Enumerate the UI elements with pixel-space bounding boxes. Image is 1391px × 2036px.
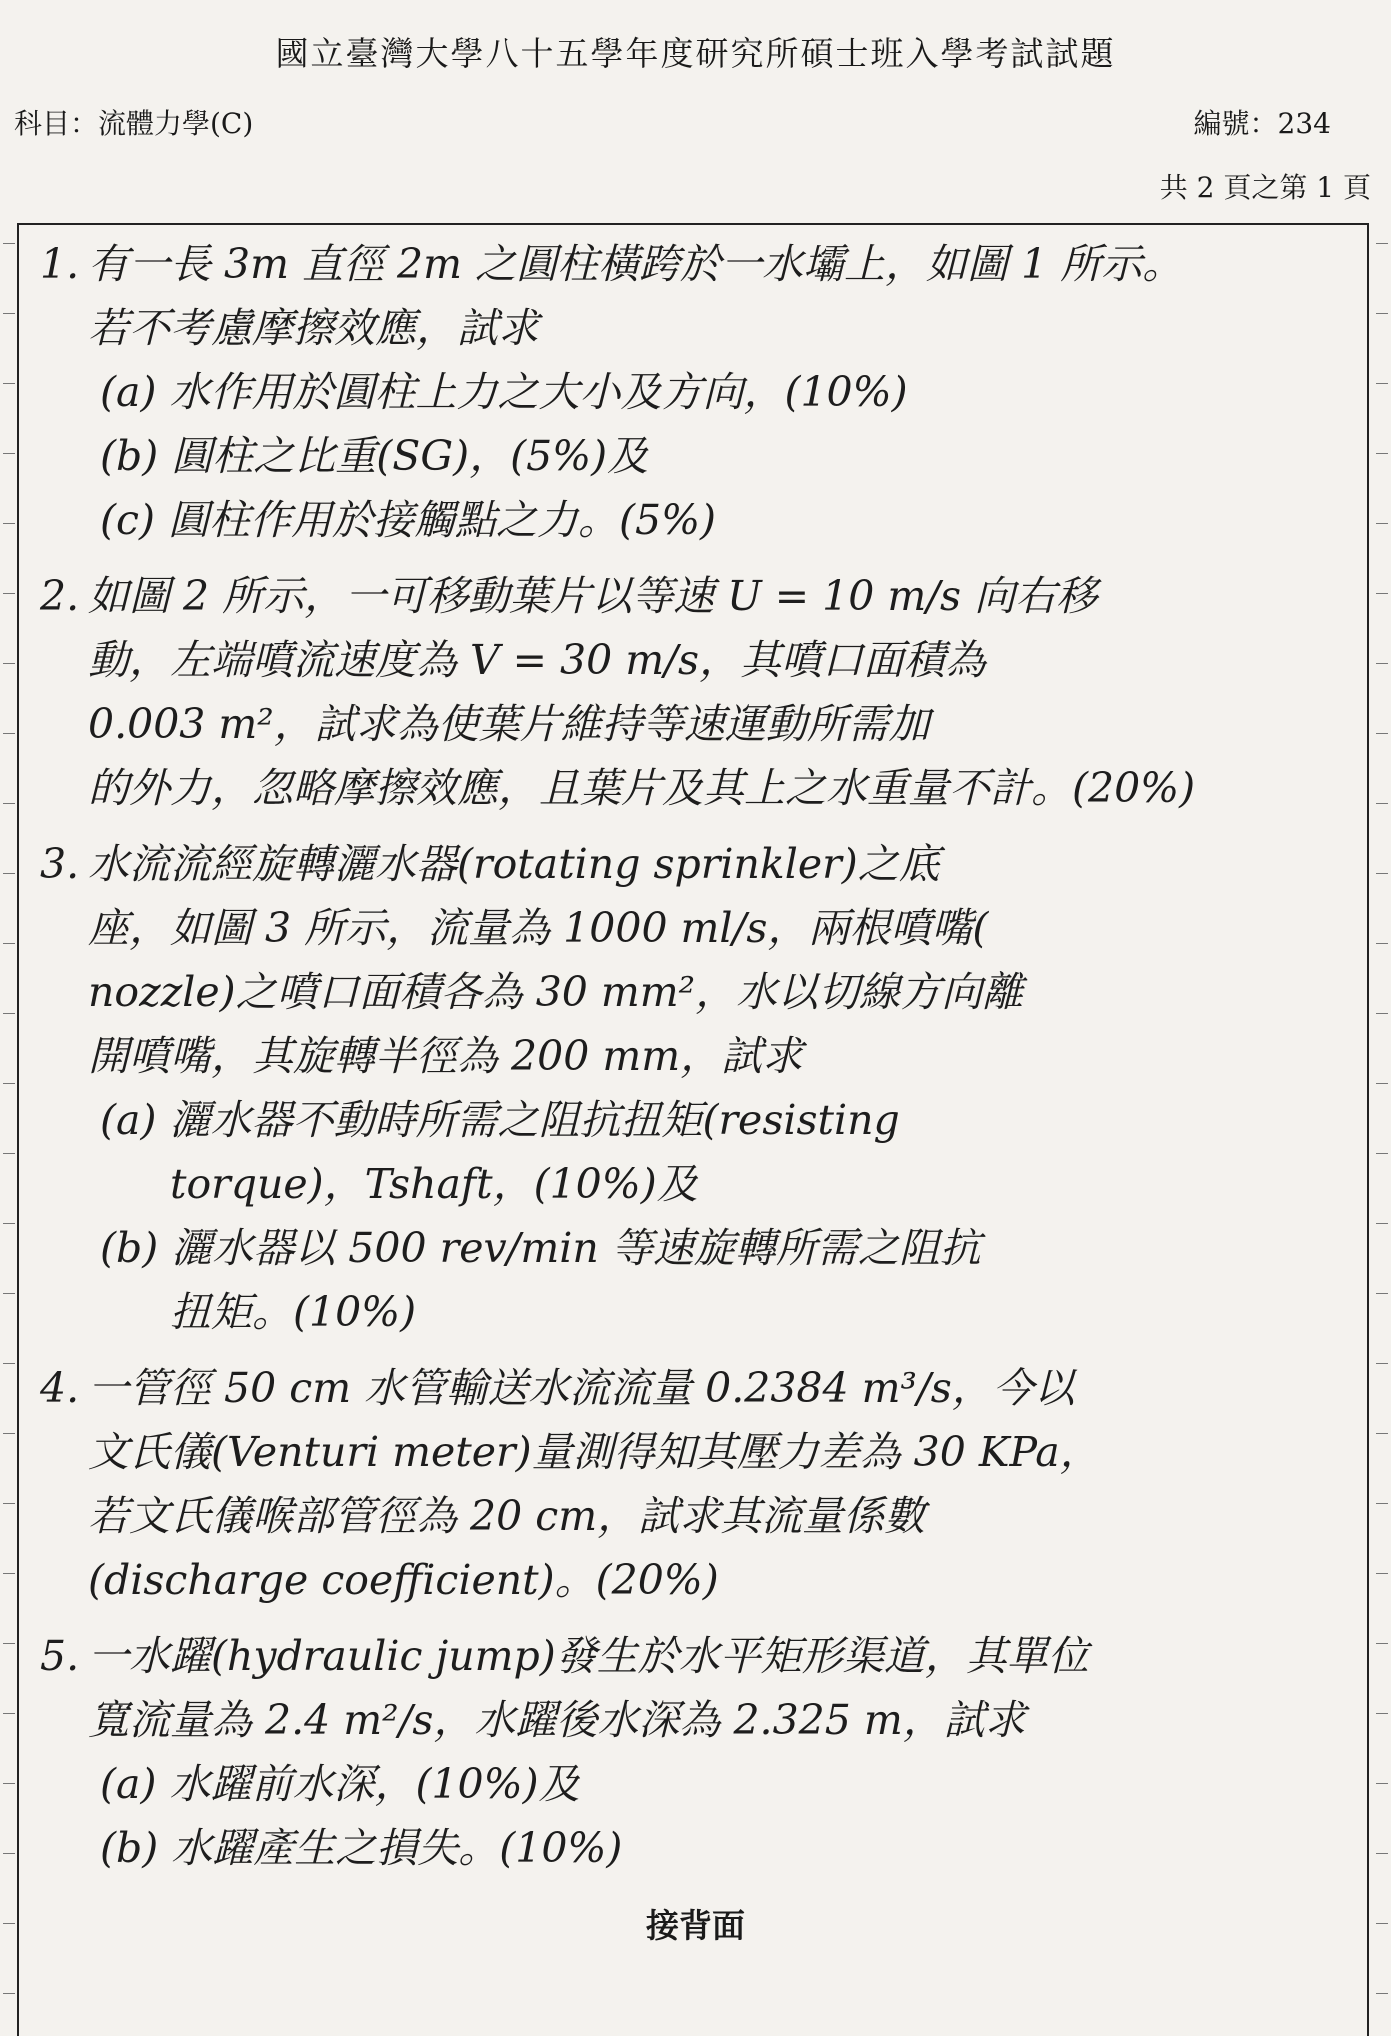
margin-tick xyxy=(1376,1573,1388,1574)
question-text: 開噴嘴，其旋轉半徑為 200 mm，試求 xyxy=(88,1032,804,1080)
question-4 xyxy=(40,1356,1340,1612)
question-text: 若文氏儀喉部管徑為 20 cm，試求其流量係數 xyxy=(88,1492,926,1540)
question-part: (a) 水躍前水深，(10%)及 xyxy=(100,1760,580,1808)
margin-tick xyxy=(3,1783,15,1784)
margin-tick xyxy=(1376,1013,1388,1014)
exam-code: 編號：234 xyxy=(1193,107,1331,140)
margin-tick xyxy=(3,663,15,664)
question-number: 2. xyxy=(40,572,80,620)
question-text: nozzle)之噴口面積各為 30 mm²，水以切線方向離 xyxy=(88,968,1024,1016)
question-text: 寬流量為 2.4 m²/s，水躍後水深為 2.325 m，試求 xyxy=(88,1696,1026,1744)
margin-tick xyxy=(3,1643,15,1644)
margin-tick xyxy=(1376,1993,1388,1994)
question-text: 動，左端噴流速度為 V = 30 m/s，其噴口面積為 xyxy=(88,636,986,684)
question-1 xyxy=(40,232,1340,552)
margin-tick xyxy=(1376,1363,1388,1364)
question-text: 水流流經旋轉灑水器(rotating sprinkler)之底 xyxy=(88,840,940,888)
question-text: 有一長 3m 直徑 2m 之圓柱橫跨於一水壩上，如圖 1 所示。 xyxy=(88,240,1184,288)
question-text: 文氏儀(Venturi meter)量測得知其壓力差為 30 KPa， xyxy=(88,1428,1101,1476)
margin-tick xyxy=(1376,873,1388,874)
margin-tick xyxy=(1376,1083,1388,1084)
margin-tick xyxy=(3,1433,15,1434)
question-number: 3. xyxy=(40,840,80,888)
margin-tick xyxy=(3,1503,15,1504)
question-3 xyxy=(40,832,1340,1344)
margin-tick xyxy=(3,523,15,524)
margin-tick xyxy=(1376,1503,1388,1504)
margin-tick xyxy=(1376,1433,1388,1434)
margin-tick xyxy=(3,943,15,944)
margin-tick xyxy=(1376,1713,1388,1714)
margin-tick xyxy=(1376,803,1388,804)
page-count: 共 2 頁之第 1 頁 xyxy=(1159,171,1371,204)
margin-tick xyxy=(3,873,15,874)
question-part: (b) 水躍產生之損失。(10%) xyxy=(100,1824,623,1872)
question-part: torque)，Tshaft，(10%)及 xyxy=(170,1160,698,1208)
margin-tick xyxy=(3,803,15,804)
margin-tick xyxy=(3,243,15,244)
margin-tick xyxy=(3,593,15,594)
question-number: 1. xyxy=(40,240,80,288)
margin-tick xyxy=(1376,383,1388,384)
margin-tick xyxy=(1376,243,1388,244)
margin-tick xyxy=(1376,313,1388,314)
question-2 xyxy=(40,564,1340,820)
margin-tick xyxy=(3,453,15,454)
margin-tick xyxy=(3,1013,15,1014)
question-number: 5. xyxy=(40,1632,80,1680)
question-5 xyxy=(40,1624,1340,1880)
margin-tick xyxy=(3,1853,15,1854)
margin-tick xyxy=(3,1363,15,1364)
question-text: 如圖 2 所示，一可移動葉片以等速 U = 10 m/s 向右移 xyxy=(88,572,1098,620)
question-number: 4. xyxy=(40,1364,80,1412)
margin-tick xyxy=(3,1573,15,1574)
margin-tick xyxy=(1376,523,1388,524)
margin-tick xyxy=(1376,453,1388,454)
question-text: 若不考慮摩擦效應，試求 xyxy=(88,304,539,352)
margin-tick xyxy=(1376,733,1388,734)
margin-tick xyxy=(1376,1223,1388,1224)
margin-tick xyxy=(3,1993,15,1994)
margin-tick xyxy=(1376,943,1388,944)
margin-tick xyxy=(1376,1293,1388,1294)
margin-tick xyxy=(3,313,15,314)
continue-on-back-note: 接背面 xyxy=(646,1906,745,1945)
question-text: 一水躍(hydraulic jump)發生於水平矩形渠道，其單位 xyxy=(88,1632,1089,1680)
question-part: (a) 灑水器不動時所需之阻抗扭矩(resisting xyxy=(100,1096,900,1144)
margin-tick xyxy=(1376,1643,1388,1644)
margin-tick xyxy=(1376,663,1388,664)
margin-tick xyxy=(1376,1783,1388,1784)
margin-tick xyxy=(1376,1853,1388,1854)
margin-tick xyxy=(1376,1153,1388,1154)
page-title: 國立臺灣大學八十五學年度研究所碩士班入學考試試題 xyxy=(275,34,1116,73)
margin-tick xyxy=(3,1293,15,1294)
question-part: 扭矩。(10%) xyxy=(170,1288,417,1336)
question-part: (a) 水作用於圓柱上力之大小及方向，(10%) xyxy=(100,368,908,416)
question-part: (b) 圓柱之比重(SG)，(5%)及 xyxy=(100,432,649,480)
margin-tick xyxy=(3,1153,15,1154)
question-part: (b) 灑水器以 500 rev/min 等速旋轉所需之阻抗 xyxy=(100,1224,981,1272)
margin-tick xyxy=(1376,593,1388,594)
margin-tick xyxy=(3,1713,15,1714)
question-text: 一管徑 50 cm 水管輸送水流流量 0.2384 m³/s，今以 xyxy=(88,1364,1075,1412)
margin-tick xyxy=(3,733,15,734)
margin-tick xyxy=(3,1223,15,1224)
question-text: (discharge coefficient)。(20%) xyxy=(88,1556,719,1604)
question-text: 座，如圖 3 所示，流量為 1000 ml/s，兩根噴嘴( xyxy=(88,904,989,952)
margin-tick xyxy=(3,383,15,384)
question-text: 的外力，忽略摩擦效應，且葉片及其上之水重量不計。(20%) xyxy=(88,764,1196,812)
question-text: 0.003 m²，試求為使葉片維持等速運動所需加 xyxy=(88,700,930,748)
subject-label: 科目：流體力學(C) xyxy=(14,107,254,140)
question-part: (c) 圓柱作用於接觸點之力。(5%) xyxy=(100,496,717,544)
question-list xyxy=(40,232,1340,1892)
margin-tick xyxy=(3,1083,15,1084)
